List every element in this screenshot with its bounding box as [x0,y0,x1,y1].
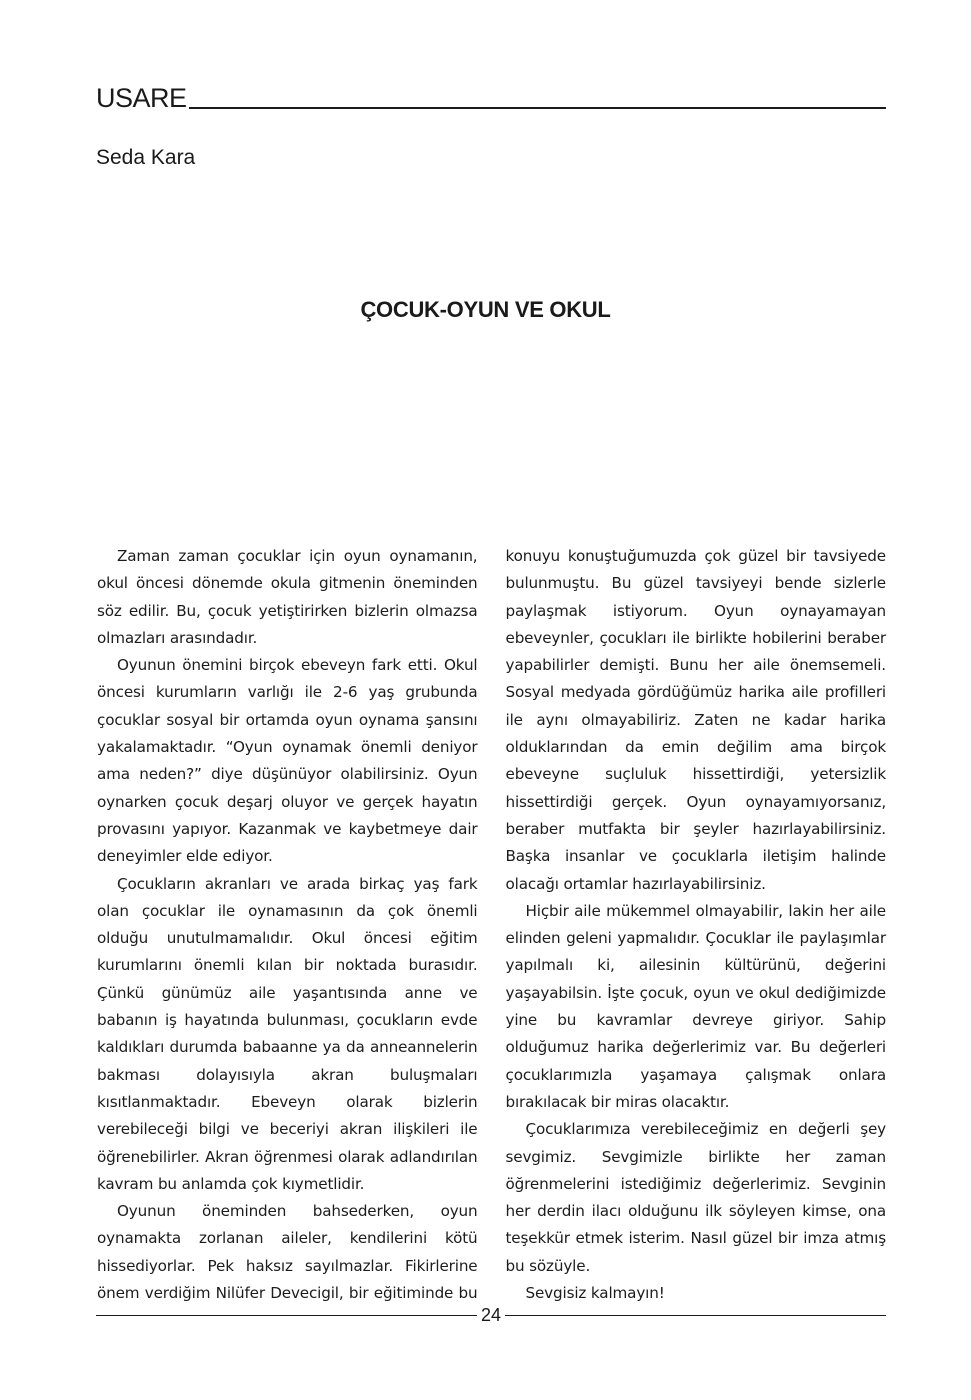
footer-rule-right [505,1315,886,1316]
page-number: 24 [480,1304,502,1325]
journal-name: USARE [96,83,187,113]
paragraph: Oyunun önemini birçok ebeveyn fark etti. Okul öncesi kurumların varlığı ile 2-6 yaş grubunda çocuklar sosyal bir ortamda oyun oynama şansını yakalamaktadır. “Oyun oynamak önemli deniyor ama neden?” diye düşünüyor olabilirsiniz. Oyun oynarken çocuk deşarj oluyor ve gerçek hayatın provasını yapıyor. Kazanmak ve kaybetmeye dair deneyimler elde ediyor. [97,656,478,866]
running-header [96,82,886,112]
header-rule [189,107,886,109]
paragraph: Çocukların akranları ve arada birkaç yaş fark olan çocuklar ile oynamasının da çok önemli olduğu unutulmamalıdır. Okul öncesi eğitim kurumlarını önemli kılan bir noktada burasıdır. Çünkü günümüz aile yaşantısında anne ve babanın iş hayatında bulunması, çocukların evde kaldıkları durumda babaanne ya da anneannelerin bakması dolayısıyla akran buluşmaları kısıtlanmaktadır. Ebeveyn olarak bizlerin verebileceği bilgi ve beceriyi akran ilişkileri ile öğrenebilirler. Akran öğrenmesi olarak adlandırılan kavram bu anlamda çok kıymetlidir. [97,874,478,1193]
paragraph: Hiçbir aile mükemmel olmayabilir, lakin her aile elinden geleni yapmalıdır. Çocuklar ile paylaşımlar yapılmalı ki, ailesinin kültürünü, değerini yaşayabilsin. İşte çocuk, oyun ve okul dediğimizde yine bu kavramlar devreye giriyor. Sahip olduğumuz harika değerlerimiz var. Bu değerleri çocuklarımızla yaşamaya çalışmak onlara bırakılacak bir miras olacaktır. [505,901,886,1111]
paragraph: Zaman zaman çocuklar için oyun oynamanın, okul öncesi dönemde okula gitmenin öneminden söz edilir. Bu, çocuk yetiştirirken bizlerin olmazsa olmazları arasındadır. [97,547,478,647]
author-name: Seda Kara [96,146,196,169]
paragraph: Sevgisiz kalmayın! [525,1284,665,1303]
article-title: ÇOCUK-OYUN VE OKUL [360,297,611,322]
article-body [97,543,886,1309]
footer-rule-left [96,1315,477,1316]
page-footer [96,1303,886,1327]
paragraph: Oyunun öneminden bahsederken, oyun oynamakta zorlanan aileler, kendilerini kötü hissediyorlar. Pek haksız sayılmazlar. Fikirlerine önem verdiğim Nilüfer Devecigil, bir eğitiminde bu konuyu konuştuğumuzda çok güzel bir tavsiyede bulunmuştu. Bu güzel tavsiyeyi bende sizlerle paylaşmak istiyorum. Oyun oynayamayan ebeveynler, çocukları ile birlikte hobilerini beraber yapabilirler demişti. Bunu her aile önemsemeli. Sosyal medyada gördüğümüz harika aile profilleri ile aynı olmayabiliriz. Zaten ne kadar harika olduklarından da emin değilim ama birçok ebeveyne suçluluk hissettirdiği, yetersizlik hissettirdiği gerçek. Oyun oynayamıyorsanız, beraber mutfakta bir şeyler hazırlayabilirsiniz. Başka insanlar ve çocuklarla iletişim halinde olacağı ortamlar hazırlayabilirsiniz. [97,547,886,1303]
paragraph: Çocuklarımıza verebileceğimiz en değerli şey sevgimiz. Sevgimizle birlikte her zaman öğrenmelerini istediğimiz değerlerimiz. Sevginin her derdin ilacı olduğunu ilk söyleyen kimse, ona teşekkür etmek isterim. Nasıl güzel bir imza atmış bu sözüyle. [505,1120,886,1275]
